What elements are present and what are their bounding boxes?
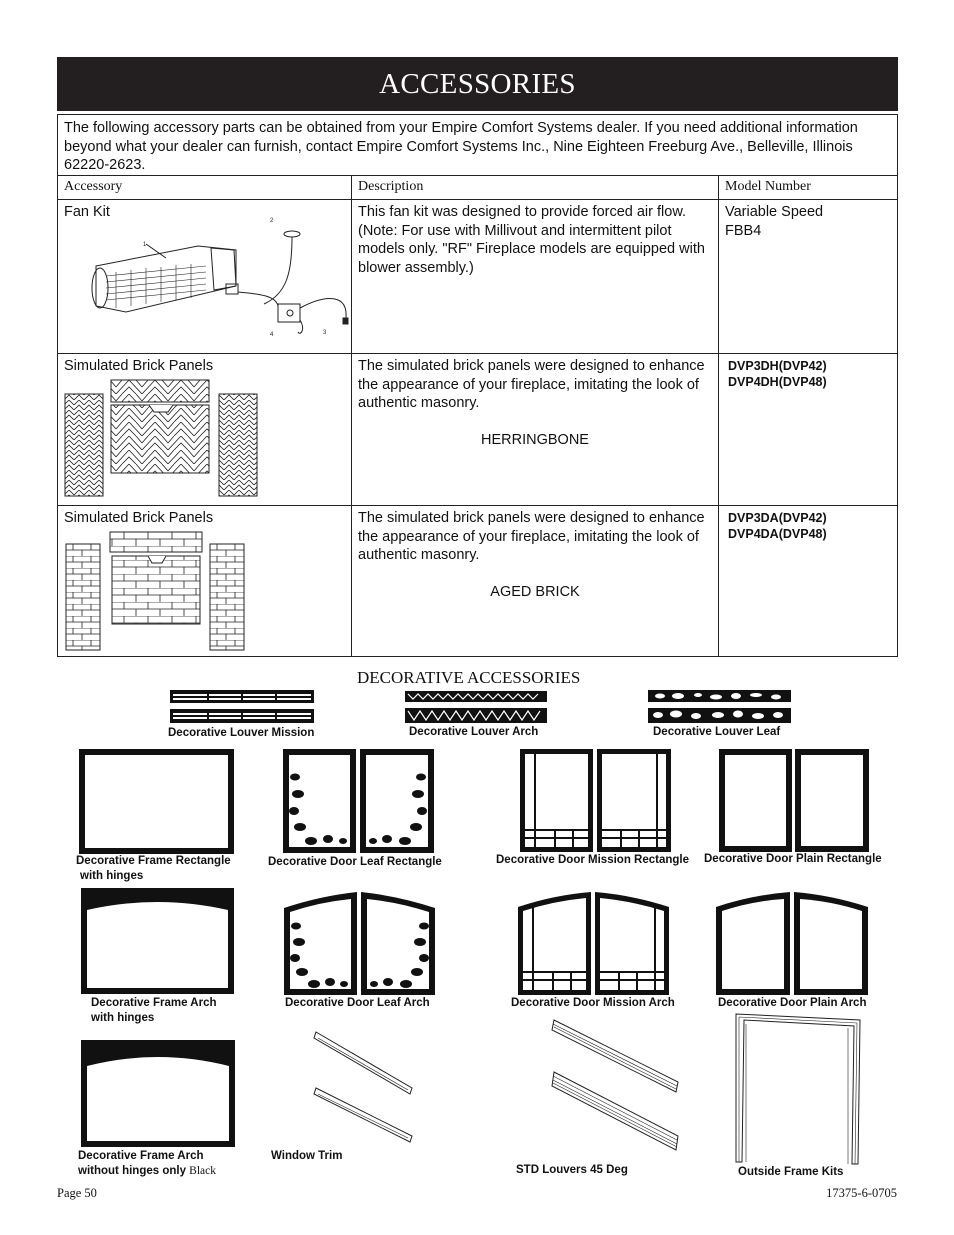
header-accessory: Accessory <box>58 176 352 199</box>
caption-door-plain-rectangle: Decorative Door Plain Rectangle <box>704 853 882 865</box>
caption-frame-arch-no-hinges <box>78 1149 216 1179</box>
accessory-name: Simulated Brick Panels <box>64 358 214 374</box>
door-plain-arch-drawing <box>716 891 869 996</box>
table-row <box>58 200 897 354</box>
model-line: DVP3DH(DVP42) <box>728 359 827 373</box>
description-text: The simulated brick panels were designed to enhance the appearance of your fireplace, imitating the look of authentic masonry. <box>358 510 705 563</box>
table-row <box>58 506 897 656</box>
caption-door-mission-rectangle: Decorative Door Mission Rectangle <box>496 854 689 866</box>
caption-line: with hinges <box>80 870 144 882</box>
frame-rectangle-drawing <box>79 749 235 855</box>
caption-louver-mission: Decorative Louver Mission <box>168 727 315 739</box>
frame-arch-drawing <box>81 888 235 995</box>
door-leaf-rectangle-drawing <box>283 749 435 854</box>
caption-window-trim: Window Trim <box>271 1150 343 1162</box>
herringbone-panels-drawing <box>64 380 264 498</box>
table-header-row <box>58 176 897 200</box>
accessories-table <box>57 114 898 657</box>
callout-1: 1 <box>143 242 147 248</box>
model-line: DVP4DH(DVP48) <box>728 375 827 389</box>
page-number: Page 50 <box>57 1186 97 1200</box>
header-model-number: Model Number <box>725 179 811 194</box>
frame-arch-no-hinges-drawing <box>81 1040 236 1148</box>
model-line: FBB4 <box>725 222 762 239</box>
caption-line: Decorative Frame Arch <box>91 997 217 1009</box>
caption-text: without hinges only <box>78 1165 186 1177</box>
model-cell <box>719 200 897 353</box>
decorative-accessories-title: DECORATIVE ACCESSORIES <box>357 668 581 687</box>
model-cell <box>719 506 897 656</box>
caption-door-leaf-rectangle: Decorative Door Leaf Rectangle <box>268 856 442 868</box>
aged-brick-panels-drawing <box>64 532 264 652</box>
description-cell: This fan kit was designed to provide forced air flow. (Note: For use with Millivout and intermittent pilot models only. "RF" Fireplace models are equipped with blower assembly.) <box>352 200 719 353</box>
accessory-name: Fan Kit <box>64 204 110 220</box>
intro-text: The following accessory parts can be obtained from your Empire Comfort Systems dealer. If you need additional information beyond what your dealer can furnish, contact Empire Comfort Systems Inc., Nine Eighteen Freeburg Ave., Belleville, Illinois 62220-2623. <box>58 115 897 176</box>
louver-arch-drawing <box>405 691 548 724</box>
caption-color: Black <box>189 1165 216 1177</box>
caption-line: Decorative Frame Rectangle <box>76 855 231 867</box>
caption-door-mission-arch: Decorative Door Mission Arch <box>511 997 675 1009</box>
description-text: The simulated brick panels were designed to enhance the appearance of your fireplace, imitating the look of authentic masonry. <box>358 358 705 411</box>
window-trim-drawing <box>312 1028 417 1144</box>
caption-line: with hinges <box>91 1012 155 1024</box>
callout-3: 3 <box>323 330 327 336</box>
model-line: DVP3DA(DVP42) <box>728 511 827 525</box>
callout-2: 2 <box>270 218 274 224</box>
caption-louver-leaf: Decorative Louver Leaf <box>653 726 781 738</box>
caption-door-leaf-arch: Decorative Door Leaf Arch <box>285 997 430 1009</box>
accessory-cell <box>58 200 352 353</box>
brick-style-label: AGED BRICK <box>490 583 580 600</box>
model-line: DVP4DA(DVP48) <box>728 527 827 541</box>
std-louvers-drawing <box>550 1018 682 1158</box>
page-title: ACCESSORIES <box>57 57 898 111</box>
callout-4: 4 <box>270 332 274 338</box>
caption-door-plain-arch: Decorative Door Plain Arch <box>718 997 867 1009</box>
caption-std-louvers: STD Louvers 45 Deg <box>516 1164 628 1176</box>
outside-frame-kit-drawing <box>732 1012 864 1166</box>
door-plain-rectangle-drawing <box>719 749 870 853</box>
caption-line: Decorative Frame Arch <box>78 1150 204 1162</box>
caption-louver-arch: Decorative Louver Arch <box>409 726 539 738</box>
accessory-name: Simulated Brick Panels <box>64 510 214 526</box>
description-cell <box>352 354 719 505</box>
accessory-cell <box>58 354 352 505</box>
caption-outside-frame-kits: Outside Frame Kits <box>738 1166 844 1178</box>
header-description: Description <box>352 176 719 199</box>
louver-leaf-drawing <box>648 690 792 724</box>
model-cell <box>719 354 897 505</box>
door-leaf-arch-drawing <box>284 890 436 996</box>
caption-frame-arch <box>91 996 217 1026</box>
document-number: 17375-6-0705 <box>826 1186 897 1200</box>
door-mission-arch-drawing <box>518 891 670 996</box>
model-line: Variable Speed <box>725 204 824 220</box>
fan-kit-drawing <box>86 214 346 344</box>
description-cell <box>352 506 719 656</box>
accessory-cell <box>58 506 352 656</box>
door-mission-rectangle-drawing <box>520 749 672 853</box>
table-row <box>58 354 897 506</box>
caption-line <box>78 1164 216 1179</box>
louver-mission-drawing <box>170 690 315 726</box>
caption-frame-rectangle <box>76 854 231 884</box>
brick-style-label: HERRINGBONE <box>481 431 589 448</box>
